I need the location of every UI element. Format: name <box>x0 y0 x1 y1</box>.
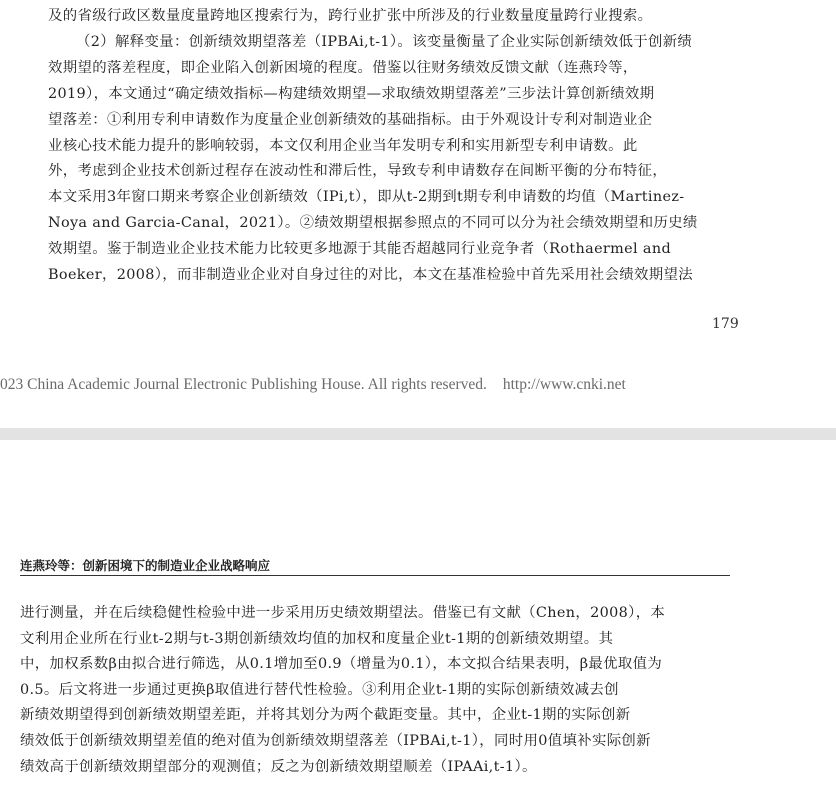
footer-url[interactable]: http://www.cnki.net <box>502 376 626 393</box>
text-line: 文利用企业所在行业t-2期与t-3期创新绩效均值的加权和度量企业t-1期的创新绩效期望。其 <box>20 630 614 647</box>
text-line: 绩效高于创新绩效期望部分的观测值；反之为创新绩效期望顺差（IPAAi,t-1）。 <box>20 758 537 775</box>
body-paragraph-top <box>48 4 754 289</box>
text-line: 2019），本文通过“确定绩效指标—构建绩效期望—求取绩效期望落差”三步法计算创新绩效期 <box>48 85 655 102</box>
text-line: Boeker，2008），而非制造业企业对自身过往的对比，本文在基准检验中首先采用社会绩效期望法 <box>48 267 693 284</box>
running-head: 连燕玲等：创新困境下的制造业企业战略响应 <box>20 558 271 573</box>
text-line: 效期望。鉴于制造业企业技术能力比较更多地源于其能否超越同行业竞争者（Rothaermel and <box>48 241 672 258</box>
text-line: 效期望的落差程度，即企业陷入创新困境的程度。借鉴以往财务绩效反馈文献（连燕玲等， <box>48 59 638 76</box>
page-number: 179 <box>712 316 739 332</box>
text-line: 本文采用3年窗口期来考察企业创新绩效（IPi,t），即从t-2期到t期专利申请数的均值（Martinez- <box>48 189 685 206</box>
text-line: 绩效低于创新绩效期望差值的绝对值为创新绩效期望落差（IPBAi,t-1），同时用0值填补实际创新 <box>20 732 651 749</box>
cnki-footer <box>0 376 626 394</box>
text-line: 进行测量，并在后续稳健性检验中进一步采用历史绩效期望法。借鉴已有文献（Chen，2008），本 <box>20 605 666 621</box>
text-line: 及的省级行政区数量度量跨地区搜索行为，跨行业扩张中所涉及的行业数量度量跨行业搜索。 <box>48 8 653 24</box>
header-rule <box>20 575 730 576</box>
body-paragraph-bottom <box>20 601 728 780</box>
text-line: 望落差：①利用专利申请数作为度量企业创新绩效的基础指标。由于外观设计专利对制造业企 <box>48 111 653 128</box>
text-line: 0.5。后文将进一步通过更换β取值进行替代性检验。③利用企业t-1期的实际创新绩效减去创 <box>20 681 619 698</box>
page-gap <box>0 428 836 440</box>
text-line: Noya and Garcia-Canal，2021）。②绩效期望根据参照点的不同可以分为社会绩效期望和历史绩 <box>48 215 698 232</box>
text-line: 外，考虑到企业技术创新过程存在波动性和滞后性，导致专利申请数存在间断平衡的分布特征， <box>48 163 668 180</box>
text-line: 业核心技术能力提升的影响较弱，本文仅利用企业当年发明专利和实用新型专利申请数。此 <box>48 137 638 154</box>
copyright-text: 023 China Academic Journal Electronic Publishing House. All rights reserved. <box>0 376 487 393</box>
text-line: （2）解释变量：创新绩效期望落差（IPBAi,t-1）。该变量衡量了企业实际创新绩效低于创新绩 <box>76 33 693 50</box>
text-line: 中，加权系数β由拟合进行筛选，从0.1增加至0.9（增量为0.1），本文拟合结果表明，β最优取值为 <box>20 656 663 673</box>
text-line: 新绩效期望得到创新绩效期望差距，并将其划分为两个截距变量。其中，企业t-1期的实际创新 <box>20 707 631 724</box>
